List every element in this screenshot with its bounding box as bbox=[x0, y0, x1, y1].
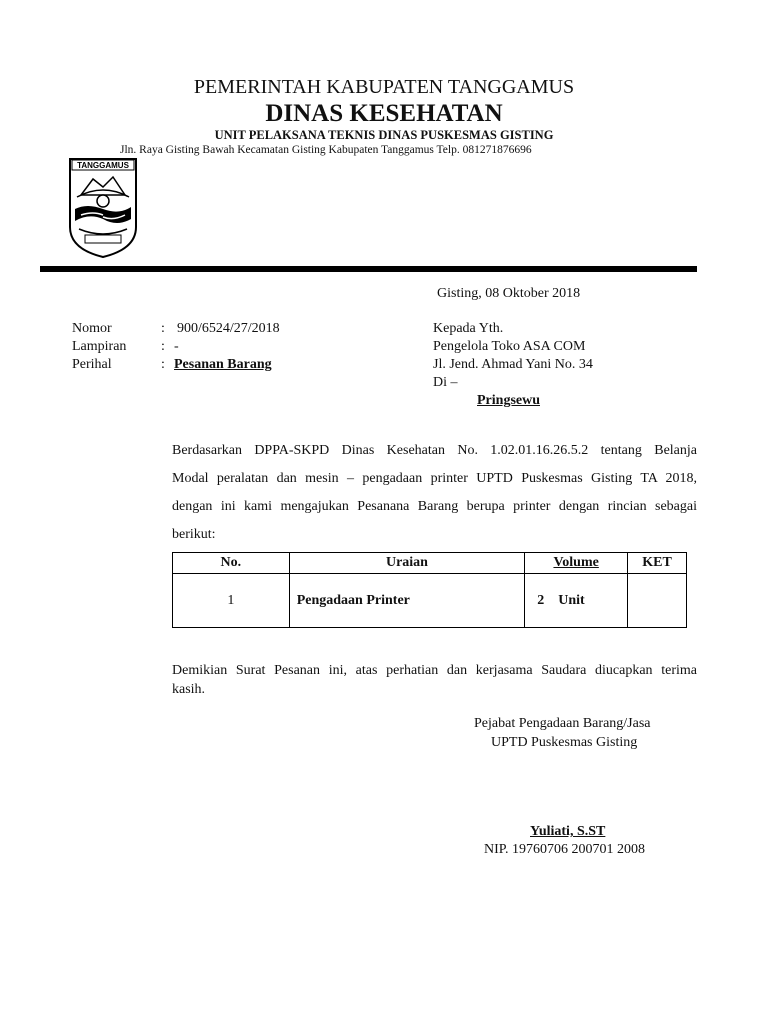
recipient-name: Pengelola Toko ASA COM bbox=[433, 339, 586, 354]
agency-title: DINAS KESEHATAN bbox=[265, 100, 503, 127]
closing-line-2: kasih. bbox=[172, 682, 206, 697]
perihal-colon: : bbox=[161, 357, 165, 372]
cell-ket bbox=[628, 574, 687, 628]
header-divider bbox=[40, 266, 697, 272]
cell-no: 1 bbox=[173, 574, 290, 628]
perihal-value: Pesanan Barang bbox=[174, 357, 272, 372]
recipient-di: Di – bbox=[433, 375, 458, 390]
volume-qty: 2 bbox=[537, 592, 545, 608]
nomor-colon: : bbox=[161, 321, 165, 336]
logo-label: TANGGAMUS bbox=[77, 161, 129, 170]
lampiran-label: Lampiran bbox=[72, 339, 127, 354]
body-line-1: Berdasarkan DPPA-SKPD Dinas Kesehatan No. 1.02.01.16.26.5.2 tentang Belanja bbox=[172, 443, 697, 458]
signer-nip: NIP. 19760706 200701 2008 bbox=[484, 842, 646, 857]
perihal-label: Perihal bbox=[72, 357, 112, 372]
col-header-ket: KET bbox=[628, 553, 687, 574]
government-title: PEMERINTAH KABUPATEN TANGGAMUS bbox=[193, 76, 575, 98]
tanggamus-logo bbox=[67, 157, 139, 259]
nomor-label: Nomor bbox=[72, 321, 112, 336]
cell-volume bbox=[525, 574, 628, 628]
col-header-uraian: Uraian bbox=[289, 553, 525, 574]
cell-uraian: Pengadaan Printer bbox=[289, 574, 525, 628]
signer-title-1: Pejabat Pengadaan Barang/Jasa bbox=[474, 716, 651, 731]
lampiran-colon: : bbox=[161, 339, 165, 354]
signer-title-2: UPTD Puskesmas Gisting bbox=[491, 735, 638, 750]
body-line-2: Modal peralatan dan mesin – pengadaan printer UPTD Puskesmas Gisting TA 2018, bbox=[172, 471, 697, 486]
items-table bbox=[172, 552, 687, 628]
nomor-value: 900/6524/27/2018 bbox=[177, 321, 280, 336]
recipient-city: Pringsewu bbox=[477, 393, 540, 408]
lampiran-value: - bbox=[174, 339, 179, 354]
body-line-4: berikut: bbox=[172, 527, 216, 542]
signer-name: Yuliati, S.ST bbox=[530, 824, 606, 839]
recipient-address: Jl. Jend. Ahmad Yani No. 34 bbox=[433, 357, 593, 372]
col-header-no: No. bbox=[173, 553, 290, 574]
table-row bbox=[173, 574, 687, 628]
body-line-3: dengan ini kami mengajukan Pesanana Barang berupa printer dengan rincian sebagai bbox=[172, 499, 697, 514]
unit-title: UNIT PELAKSANA TEKNIS DINAS PUSKESMAS GISTING bbox=[214, 128, 554, 142]
table-header-row bbox=[173, 553, 687, 574]
volume-unit: Unit bbox=[558, 592, 585, 608]
closing-line-1: Demikian Surat Pesanan ini, atas perhatian dan kerjasama Saudara diucapkan terima bbox=[172, 663, 697, 678]
agency-address: Jln. Raya Gisting Bawah Kecamatan Gisting Kabupaten Tanggamus Telp. 081271876696 bbox=[120, 144, 532, 156]
place-date: Gisting, 08 Oktober 2018 bbox=[437, 286, 581, 301]
col-header-volume bbox=[525, 553, 628, 574]
volume-header-label: Volume bbox=[553, 555, 599, 570]
recipient-greeting: Kepada Yth. bbox=[433, 321, 504, 336]
